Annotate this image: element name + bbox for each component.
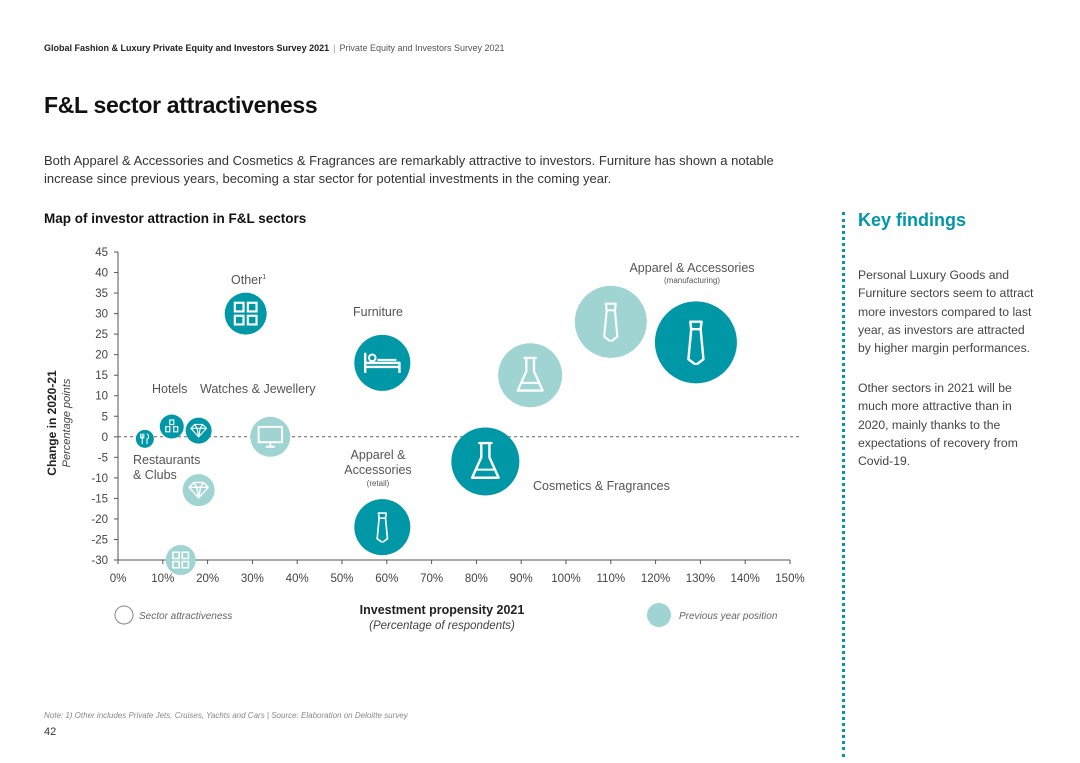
- footnote: Note: 1) Other includes Private Jets, Cruises, Yachts and Cars | Source: Elaboration on Deloitte survey: [44, 711, 408, 720]
- y-tick-label: -10: [91, 472, 108, 485]
- legend-previous-marker: [647, 603, 671, 627]
- y-tick-label: 0: [101, 431, 108, 444]
- label-cosmetics: Cosmetics & Fragrances: [533, 479, 670, 493]
- x-tick-label: 80%: [464, 573, 488, 585]
- key-findings-title: Key findings: [858, 210, 967, 230]
- y-axis-subtitle: Percentage points: [61, 378, 73, 468]
- x-tick-label: 0%: [109, 573, 127, 585]
- chart-title: Map of investor attraction in F&L sectors: [44, 211, 307, 226]
- x-tick-label: 40%: [285, 573, 309, 585]
- key-findings-paragraph-2: Other sectors in 2021 will be much more attractive than in 2020, mainly thanks to the expectations of recovery from Covid-19.: [858, 381, 1018, 469]
- y-tick-label: -15: [91, 493, 108, 506]
- page-title: F&L sector attractiveness: [44, 92, 318, 118]
- label-other: Other$^1$: [231, 273, 267, 287]
- y-tick-label: -5: [97, 452, 108, 465]
- x-tick-label: 150%: [775, 573, 805, 585]
- legend-current-label: Sector attractiveness: [139, 611, 233, 622]
- label-apparel-mfg: Apparel & Accessories: [629, 261, 755, 275]
- x-tick-label: 10%: [151, 573, 175, 585]
- y-tick-label: 10: [95, 390, 108, 403]
- key-findings-divider: [842, 212, 845, 757]
- x-tick-label: 70%: [420, 573, 444, 585]
- y-tick-label: 35: [95, 288, 108, 301]
- x-tick-label: 140%: [730, 573, 760, 585]
- x-tick-label: 130%: [685, 573, 716, 585]
- page-number: 42: [44, 726, 57, 738]
- key-findings-paragraph-1: Personal Luxury Goods and Furniture sectors seem to attract more investors compared to last year, as investors are attracted by higher margin performances.: [858, 268, 1034, 356]
- y-tick-label: 45: [95, 247, 108, 259]
- previous-bubble-furniture: [250, 417, 290, 457]
- label-watches: Watches & Jewellery: [200, 382, 316, 396]
- legend-current-marker: [115, 606, 133, 624]
- current-bubble-apparel-accessories-retail: [354, 499, 410, 555]
- x-axis-subtitle: (Percentage of respondents): [369, 620, 515, 632]
- header-report-title: Global Fashion & Luxury Private Equity and Investors Survey 2021: [44, 43, 330, 53]
- current-bubble-hotels: [160, 415, 184, 439]
- intro-paragraph: Both Apparel & Accessories and Cosmetics & Fragrances are remarkably attractive to investors. Furniture has shown a notable increase since previous years, becoming a star sector for potential investments in the coming year.: [44, 153, 774, 186]
- y-tick-label: 5: [101, 411, 108, 424]
- x-tick-label: 100%: [551, 573, 581, 585]
- x-tick-label: 110%: [596, 573, 626, 585]
- label-restaurants: Restaurants: [133, 453, 201, 467]
- x-tick-label: 60%: [375, 573, 399, 585]
- x-tick-label: 30%: [240, 573, 264, 585]
- y-tick-label: 20: [95, 349, 108, 362]
- current-points: [136, 293, 737, 556]
- x-tick-label: 20%: [196, 573, 220, 585]
- y-tick-label: -20: [91, 513, 108, 526]
- label-restaurants-2: & Clubs: [133, 468, 177, 482]
- header-separator: |: [333, 43, 336, 53]
- x-axis-title: Investment propensity 2021: [359, 603, 525, 617]
- x-tick-label: 50%: [330, 573, 354, 585]
- label-apparel-retail-sub: (retail): [366, 479, 390, 488]
- y-tick-label: 15: [95, 370, 108, 383]
- previous-bubble-other: [166, 545, 196, 575]
- y-tick-label: 40: [95, 267, 108, 280]
- x-tick-label: 120%: [640, 573, 671, 585]
- legend-previous-label: Previous year position: [679, 611, 778, 622]
- label-furniture: Furniture: [352, 305, 404, 319]
- current-bubble-apparel-accessories-manufacturing: [655, 301, 737, 383]
- label-apparel-retail: Apparel &: [350, 448, 406, 462]
- bubble-labels: [133, 261, 755, 493]
- header-subtitle: Private Equity and Investors Survey 2021: [339, 43, 505, 53]
- previous-bubble-cosmetics-fragrances: [498, 343, 562, 407]
- chart-axes: [91, 247, 804, 585]
- label-apparel-retail-2: Accessories: [344, 463, 412, 477]
- previous-bubble-watches-jewellery: [183, 474, 215, 506]
- axis-titles: [45, 370, 524, 632]
- y-tick-label: -30: [91, 555, 108, 567]
- label-apparel-mfg-sub: (manufacturing): [663, 276, 721, 285]
- y-tick-label: 30: [95, 308, 108, 321]
- current-bubble-restaurants-clubs: [136, 430, 154, 448]
- previous-bubble-apparel-accessories-manufacturing: [575, 286, 647, 358]
- current-bubble-cosmetics-fragrances: [451, 427, 519, 495]
- label-hotels: Hotels: [152, 382, 188, 396]
- y-tick-label: 25: [95, 329, 108, 342]
- current-bubble-watches-jewellery: [186, 418, 212, 444]
- x-tick-label: 90%: [509, 573, 533, 585]
- current-bubble-other: [225, 293, 267, 335]
- y-tick-label: -25: [91, 534, 108, 547]
- y-axis-title: Change in 2020-21: [45, 370, 59, 476]
